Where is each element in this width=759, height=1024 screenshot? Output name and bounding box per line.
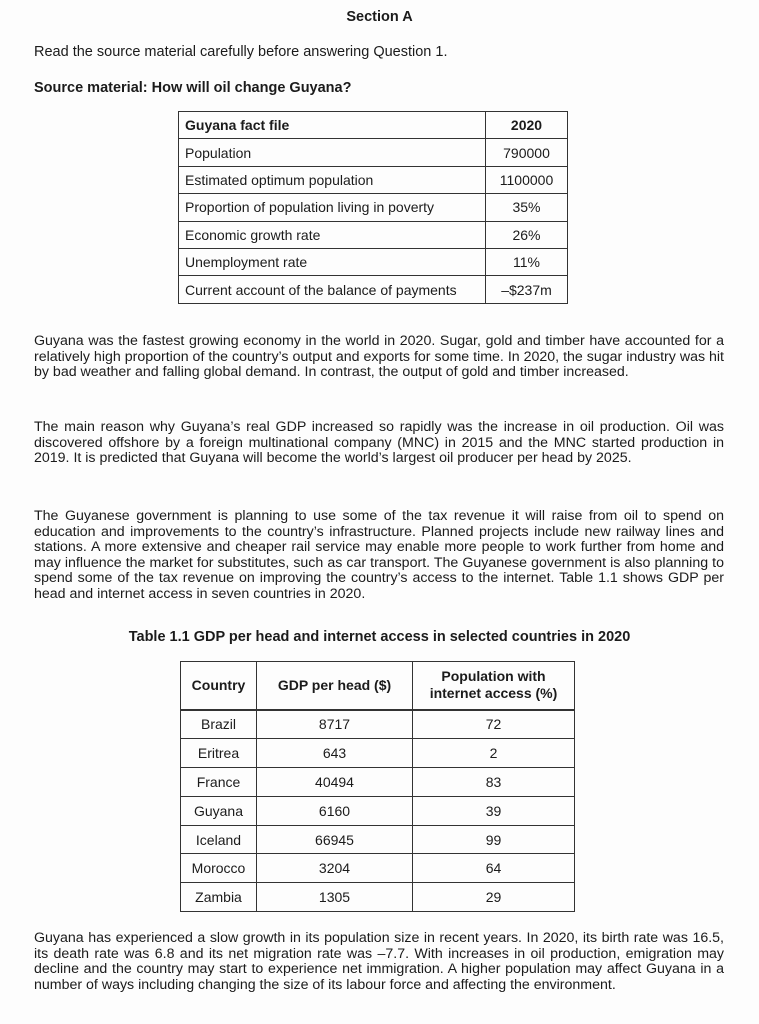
table-row bbox=[181, 854, 575, 883]
source-title: Source material: How will oil change Guyana? bbox=[34, 80, 352, 96]
country-cell: Morocco bbox=[181, 854, 257, 883]
section-heading: Section A bbox=[346, 9, 413, 25]
paragraph-economy: Guyana was the fastest growing economy in the world in 2020. Sugar, gold and timber have accounted for a relatively high proportion of the country’s output and exports for some time. In 2020, the sugar industry was hit by bad weather and falling global demand. In contrast, the output of gold and timber increased. bbox=[34, 333, 724, 380]
fact-label: Economic growth rate bbox=[179, 221, 486, 248]
internet-cell: 64 bbox=[413, 854, 575, 883]
country-cell: France bbox=[181, 767, 257, 796]
gdp-cell: 3204 bbox=[257, 854, 413, 883]
table-caption: Table 1.1 GDP per head and internet access in selected countries in 2020 bbox=[128, 629, 631, 645]
country-cell: Guyana bbox=[181, 796, 257, 825]
internet-cell: 83 bbox=[413, 767, 575, 796]
fact-table-row bbox=[179, 166, 568, 193]
fact-table-header-label: Guyana fact file bbox=[179, 112, 486, 139]
table-row bbox=[181, 710, 575, 739]
fact-file-table bbox=[178, 111, 568, 304]
fact-table-row bbox=[179, 139, 568, 166]
fact-value: 1100000 bbox=[486, 166, 568, 193]
fact-table-row bbox=[179, 194, 568, 221]
fact-label: Proportion of population living in poverty bbox=[179, 194, 486, 221]
country-cell: Iceland bbox=[181, 825, 257, 854]
table-row bbox=[181, 796, 575, 825]
fact-label: Unemployment rate bbox=[179, 248, 486, 275]
paragraph-government-spending: The Guyanese government is planning to use some of the tax revenue it will raise from oil to spend on education and improvements to the country’s infrastructure. Planned projects include new railway lines and stations. A more extensive and cheaper rail service may enable more people to work further from home and may influence the market for substitutes, such as car transport. The Guyanese government is also planning to spend some of the tax revenue on improving the country’s access to the internet. Table 1.1 shows GDP per head and internet access in seven countries in 2020. bbox=[34, 508, 724, 602]
fact-value: 35% bbox=[486, 194, 568, 221]
table-row bbox=[181, 738, 575, 767]
gdp-cell: 8717 bbox=[257, 710, 413, 739]
column-header-gdp: GDP per head ($) bbox=[257, 662, 413, 710]
gdp-cell: 40494 bbox=[257, 767, 413, 796]
fact-table-row bbox=[179, 248, 568, 275]
paragraph-oil: The main reason why Guyana’s real GDP increased so rapidly was the increase in oil production. Oil was discovered offshore by a foreign multinational company (MNC) in 2015 and the MNC started production in 2019. It is predicted that Guyana will become the world’s largest oil producer per head by 2025. bbox=[34, 419, 724, 466]
fact-label: Estimated optimum population bbox=[179, 166, 486, 193]
internet-cell: 99 bbox=[413, 825, 575, 854]
paragraph-population: Guyana has experienced a slow growth in its population size in recent years. In 2020, its birth rate was 16.5, its death rate was 6.8 and its net migration rate was –7.7. With increases in oil production, emigration may decline and the country may start to experience net immigration. A higher population may affect Guyana in a number of ways including changing the size of its labour force and affecting the environment. bbox=[34, 930, 724, 993]
table-row bbox=[181, 767, 575, 796]
country-cell: Eritrea bbox=[181, 738, 257, 767]
gdp-cell: 643 bbox=[257, 738, 413, 767]
column-header-country: Country bbox=[181, 662, 257, 710]
fact-table-header-year: 2020 bbox=[486, 112, 568, 139]
fact-table-row bbox=[179, 221, 568, 248]
internet-cell: 39 bbox=[413, 796, 575, 825]
fact-value: 11% bbox=[486, 248, 568, 275]
country-cell: Zambia bbox=[181, 883, 257, 912]
gdp-internet-table bbox=[180, 661, 575, 912]
fact-value: 26% bbox=[486, 221, 568, 248]
country-cell: Brazil bbox=[181, 710, 257, 739]
fact-label: Current account of the balance of payments bbox=[179, 276, 486, 303]
intro-instruction: Read the source material carefully before answering Question 1. bbox=[34, 44, 448, 60]
internet-cell: 2 bbox=[413, 738, 575, 767]
gdp-cell: 66945 bbox=[257, 825, 413, 854]
fact-value: 790000 bbox=[486, 139, 568, 166]
column-header-internet: Population with internet access (%) bbox=[413, 662, 575, 710]
gdp-cell: 6160 bbox=[257, 796, 413, 825]
fact-value: –$237m bbox=[486, 276, 568, 303]
table-row bbox=[181, 883, 575, 912]
table-row bbox=[181, 825, 575, 854]
gdp-cell: 1305 bbox=[257, 883, 413, 912]
internet-cell: 72 bbox=[413, 710, 575, 739]
fact-table-header-row bbox=[179, 112, 568, 139]
fact-table-row bbox=[179, 276, 568, 303]
fact-label: Population bbox=[179, 139, 486, 166]
table-header-row bbox=[181, 662, 575, 710]
internet-cell: 29 bbox=[413, 883, 575, 912]
